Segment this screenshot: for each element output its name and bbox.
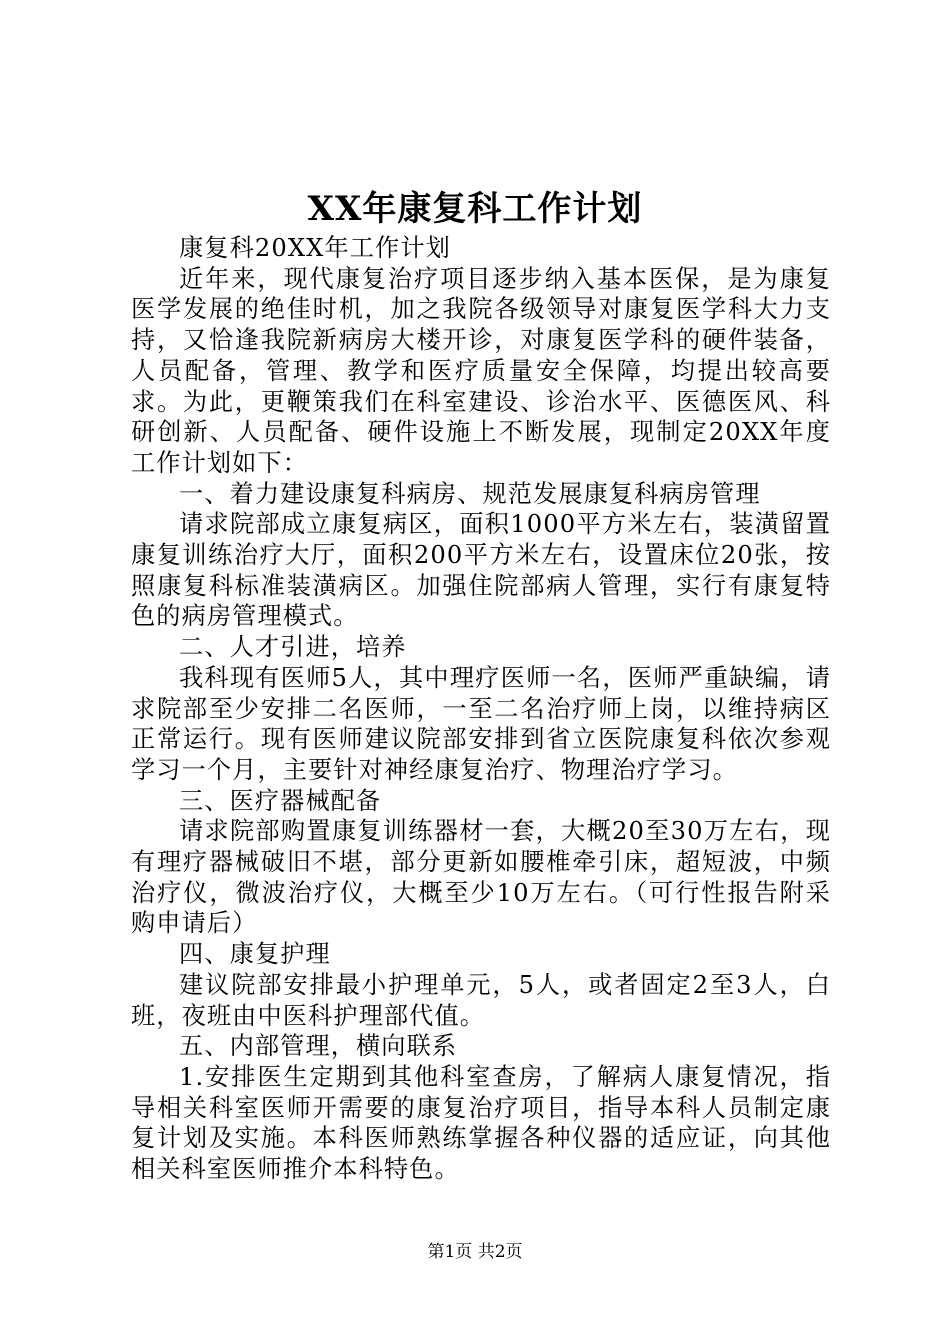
- section-body-3: 请求院部购置康复训练器材一套，大概20至30万左右，现有理疗器械破旧不堪，部分更新如腰椎牵引床，超短波，中频治疗仪，微波治疗仪，大概至少10万左右。（可行性报告附采购申请后）: [131, 817, 831, 938]
- intro-paragraph: 近年来，现代康复治疗项目逐步纳入基本医保，是为康复医学发展的绝佳时机，加之我院各级领导对康复医学科大力支持，又恰逢我院新病房大楼开诊，对康复医学科的硬件装备，人员配备，管理、教学和医疗质量安全保障，均提出较高要求。为此，更鞭策我们在科室建设、诊治水平、医德医风、科研创新、人员配备、硬件设施上不断发展，现制定20XX年度工作计划如下：: [131, 264, 831, 477]
- page-number-footer: 第1页 共2页: [427, 1242, 523, 1262]
- section-body-5: 1.安排医生定期到其他科室查房，了解病人康复情况，指导相关科室医师开需要的康复治疗项目，指导本科人员制定康复计划及实施。本科医师熟练掌握各种仪器的适应证，向其他相关科室医师推介本科特色。: [131, 1062, 831, 1184]
- document-title: XX年康复科工作计划: [307, 189, 643, 229]
- document-body: [131, 233, 831, 1185]
- section-body-1: 请求院部成立康复病区，面积1000平方米左右，装潢留置康复训练治疗大厅，面积200平方米左右，设置床位20张，按照康复科标准装潢病区。加强住院部病人管理，实行有康复特色的病房管理模式。: [131, 510, 831, 631]
- section-heading-2: 二、人才引进，培养: [179, 633, 407, 662]
- section-body-4: 建议院部安排最小护理单元，5人，或者固定2至3人，白班，夜班由中医科护理部代值。: [131, 970, 831, 1030]
- section-heading-4: 四、康复护理: [179, 940, 331, 969]
- section-body-2: 我科现有医师5人，其中理疗医师一名，医师严重缺编，请求院部至少安排二名医师，一至二名治疗师上岗，以维持病区正常运行。现有医师建议院部安排到省立医院康复科依次参观学习一个月，主要针对神经康复治疗、物理治疗学习。: [131, 663, 831, 784]
- subtitle-paragraph: 康复科20XX年工作计划: [179, 234, 451, 262]
- section-heading-1: 一、着力建设康复科病房、规范发展康复科病房管理: [179, 479, 761, 508]
- section-heading-5: 五、内部管理，横向联系: [179, 1032, 458, 1061]
- section-heading-3: 三、医疗器械配备: [179, 786, 382, 815]
